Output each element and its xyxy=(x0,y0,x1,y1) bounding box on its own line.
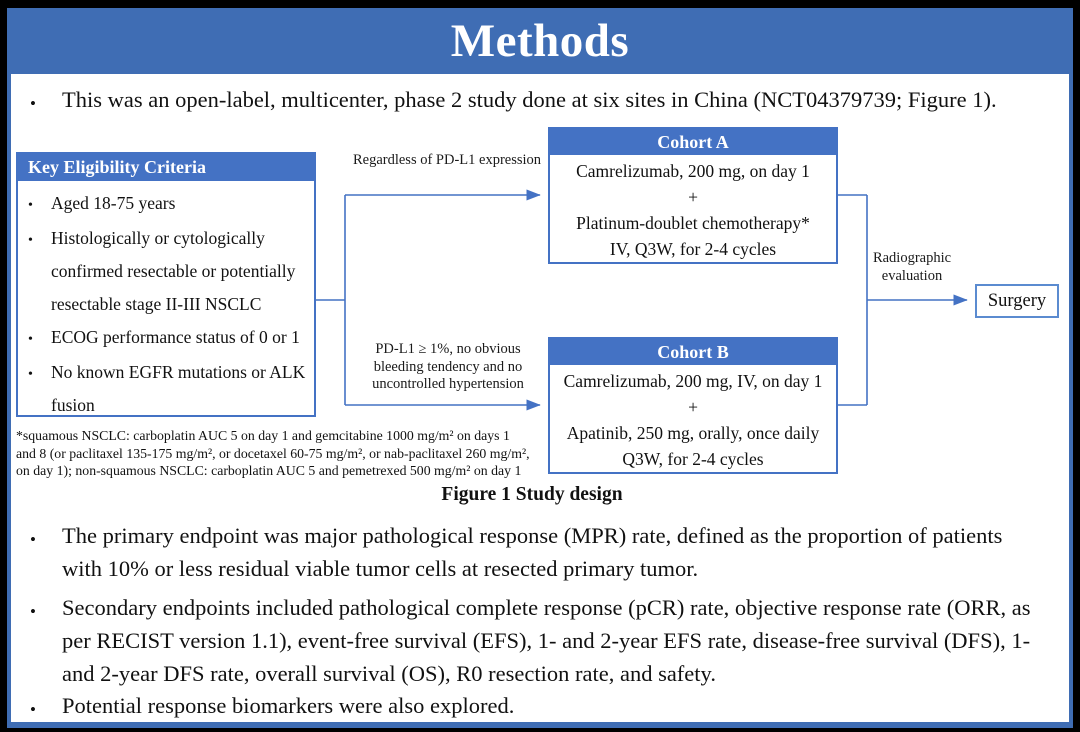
bullet-dot xyxy=(28,356,51,422)
eligibility-item xyxy=(28,321,310,356)
bullet-biomarkers xyxy=(30,689,1046,722)
eligibility-item-text: Histologically or cytologically confirmed resectable or potentially resectable stage II-III NSCLC xyxy=(51,228,296,314)
bullet-dot xyxy=(30,591,62,690)
bullet-primary-text: The primary endpoint was major pathological response (MPR) rate, defined as the proportion of patients with 10% or less residual viable tumor cells at resected primary tumor. xyxy=(62,523,1003,582)
cohort-a-line: + xyxy=(688,187,698,207)
cohort-b-line: Q3W, for 2-4 cycles xyxy=(622,449,764,469)
chemotherapy-footnote: *squamous NSCLC: carboplatin AUC 5 on day 1 and gemcitabine 1000 mg/m² on days 1 and 8 (or paclitaxel 135-175 mg/m², or docetaxel 60-75 mg/m², or nab-paclitaxel 260 mg/m², on day 1); non-squamous NSCLC: carboplatin AUC 5 and pemetrexed 500 mg/m² on day 1 xyxy=(16,428,530,479)
eligibility-header: Key Eligibility Criteria xyxy=(18,154,314,181)
bullet-intro xyxy=(30,83,1046,116)
cohort-b-header: Cohort B xyxy=(550,339,836,365)
cohort-a-line: Platinum-doublet chemotherapy* xyxy=(576,213,810,233)
bullet-secondary-text: Secondary endpoints included pathological complete response (pCR) rate, objective response rate (ORR, as per RECIST version 1.1), event-free survival (EFS), 1- and 2-year EFS rate, disease-free survival (DFS), 1- and 2-year DFS rate, overall survival (OS), R0 resection rate, and safety. xyxy=(62,595,1031,687)
cohort-a-header: Cohort A xyxy=(550,129,836,155)
cohort-a-box xyxy=(548,127,838,264)
cohort-b-line: Camrelizumab, 200 mg, IV, on day 1 xyxy=(563,371,823,391)
cohort-b-line: + xyxy=(688,397,698,417)
bullet-dot xyxy=(28,222,51,321)
eligibility-item xyxy=(28,356,310,422)
cohort-b-line: Apatinib, 250 mg, orally, once daily xyxy=(566,423,820,443)
bullet-biomarkers-text: Potential response biomarkers were also explored. xyxy=(62,693,515,718)
eligibility-item xyxy=(28,222,310,321)
branch-label-bottom: PD-L1 ≥ 1%, no obvious bleeding tendency and no uncontrolled hypertension xyxy=(372,341,524,393)
page-title: Methods xyxy=(450,15,630,67)
cohort-b-body xyxy=(550,365,836,472)
bullet-dot xyxy=(30,519,62,585)
bullet-dot xyxy=(28,321,51,356)
cohort-a-line: IV, Q3W, for 2-4 cycles xyxy=(609,239,777,259)
eligibility-item-text: ECOG performance status of 0 or 1 xyxy=(51,327,300,347)
title-banner xyxy=(7,8,1073,74)
eligibility-item xyxy=(28,187,310,222)
eligibility-box xyxy=(16,152,316,417)
bullet-primary-endpoint xyxy=(30,519,1046,585)
bullet-dot xyxy=(30,83,62,116)
branch-label-top: Regardless of PD-L1 expression xyxy=(352,152,542,168)
bullet-dot xyxy=(30,689,62,722)
eligibility-body xyxy=(18,181,314,422)
eligibility-item-text: Aged 18-75 years xyxy=(51,193,176,213)
eligibility-item-text: No known EGFR mutations or ALK fusion xyxy=(51,362,306,415)
bullet-intro-text: This was an open-label, multicenter, phase 2 study done at six sites in China (NCT04379739; Figure 1). xyxy=(62,87,997,112)
cohort-b-box xyxy=(548,337,838,474)
bullet-secondary-endpoints xyxy=(30,591,1046,690)
cohort-a-body xyxy=(550,155,836,262)
bullet-dot xyxy=(28,187,51,222)
cohort-a-line: Camrelizumab, 200 mg, on day 1 xyxy=(576,161,810,181)
figure-caption: Figure 1 Study design xyxy=(441,484,623,505)
surgery-box xyxy=(975,284,1059,318)
radiographic-evaluation-label: Radiographic evaluation xyxy=(872,250,952,284)
surgery-label: Surgery xyxy=(987,290,1047,311)
